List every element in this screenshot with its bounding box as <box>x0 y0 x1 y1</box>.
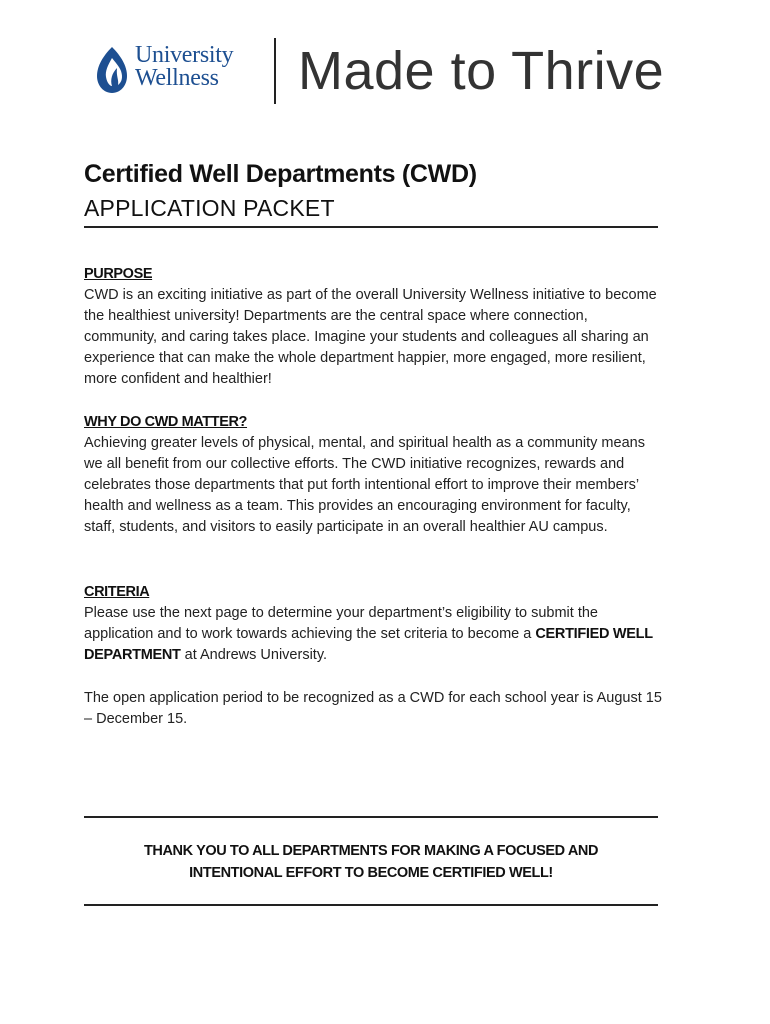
logo-line-1: University <box>135 42 234 68</box>
criteria-section <box>84 582 664 666</box>
thanks-divider-bottom <box>84 904 658 906</box>
criteria-heading: CRITERIA <box>84 584 150 600</box>
thanks-message <box>84 840 658 884</box>
why-section <box>84 412 664 538</box>
header-divider <box>274 38 276 104</box>
criteria-emphasis: CERTIFIED WELL DEPARTMENT <box>84 626 653 663</box>
thanks-line-2: INTENTIONAL EFFORT TO BECOME CERTIFIED WELL! <box>189 865 553 881</box>
application-period-text: The open application period to be recognized as a CWD for each school year is August 15 – December 15. <box>84 690 662 727</box>
purpose-body: CWD is an exciting initiative as part of the overall University Wellness initiative to become the healthiest university! Departments are the central space where connection, community, and caring takes place. Imagine your students and colleagues all sharing an experience that can make the whole department happier, more engaged, more resilient, more confident and healthier! <box>84 287 657 387</box>
criteria-body-end: at Andrews University. <box>180 647 328 663</box>
why-heading: WHY DO CWD MATTER? <box>84 414 248 430</box>
thanks-divider-top <box>84 816 658 818</box>
logo-line-2: Wellness <box>135 65 219 91</box>
criteria-body-start: Please use the next page to determine your department’s eligibility to submit the application and to work towards achieving the set criteria to become a <box>84 605 598 642</box>
title-divider <box>84 226 658 228</box>
why-body: Achieving greater levels of physical, mental, and spiritual health as a community means we all benefit from our collective efforts. The CWD initiative recognizes, rewards and celebrates those departments that put forth intentional effort to improve their members’ health and wellness as a team. This provides an encouraging environment for faculty, staff, students, and visitors to easily participate in an overall healthier AU campus. <box>84 435 645 535</box>
tagline: Made to Thrive <box>298 41 665 101</box>
purpose-section <box>84 264 664 390</box>
purpose-heading: PURPOSE <box>84 266 153 282</box>
logo-wordmark <box>135 44 233 90</box>
application-period-section <box>84 688 664 730</box>
page-title: Certified Well Departments (CWD) <box>84 160 477 188</box>
page-subtitle: APPLICATION PACKET <box>84 195 335 221</box>
criteria-body <box>84 603 664 666</box>
thanks-line-1: THANK YOU TO ALL DEPARTMENTS FOR MAKING A FOCUSED AND <box>143 843 599 859</box>
university-wellness-logo <box>95 44 255 96</box>
flame-icon <box>95 46 129 94</box>
